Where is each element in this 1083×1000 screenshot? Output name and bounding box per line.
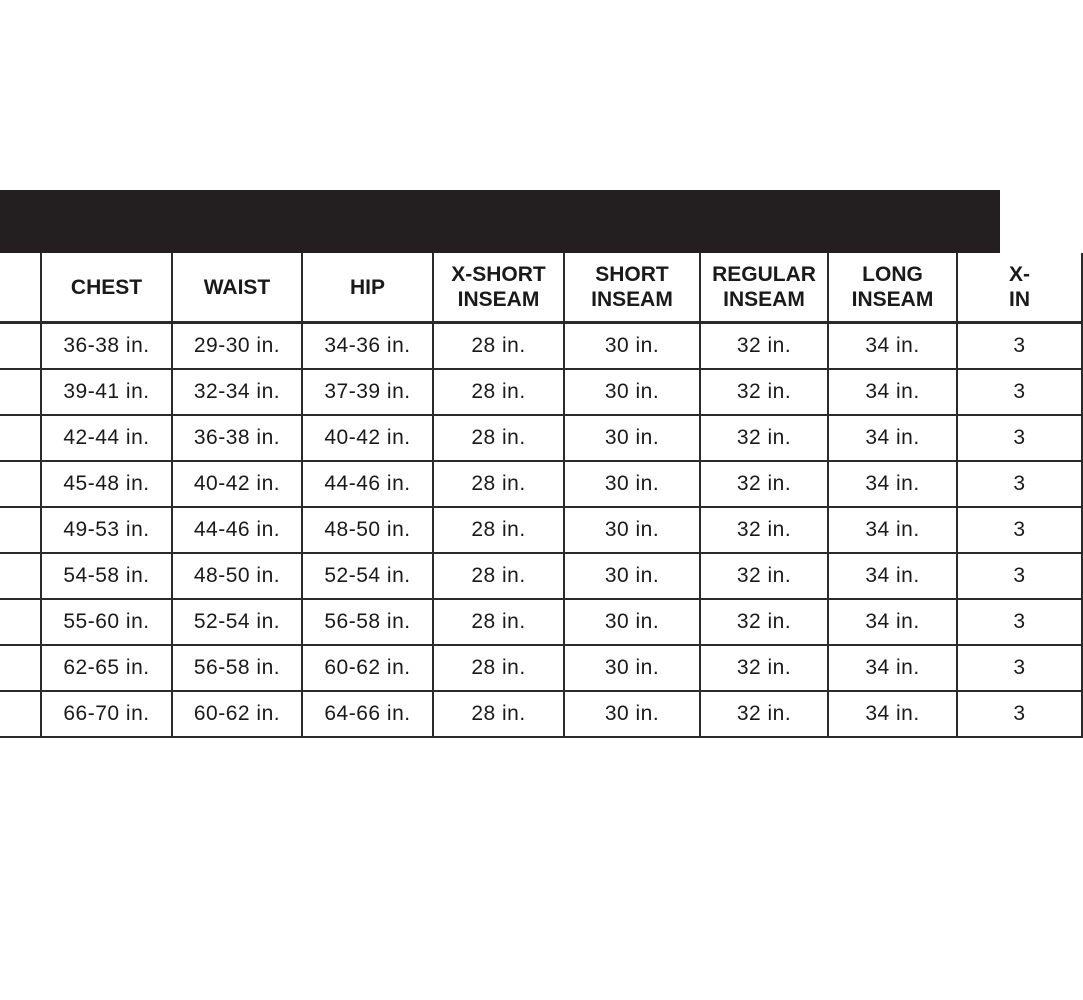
table-cell-regular-inseam: 32 in. xyxy=(700,553,828,599)
table-cell-x-short-inseam: 28 in. xyxy=(433,415,564,461)
table-cell-x-long-inseam: 3 xyxy=(957,645,1082,691)
column-header-line2: INSEAM xyxy=(723,288,805,311)
table-cell-short-inseam: 30 in. xyxy=(564,415,700,461)
table-row xyxy=(0,369,1082,415)
column-header-regular-inseam xyxy=(700,253,828,323)
table-cell-chest: 45-48 in. xyxy=(41,461,172,507)
table-row xyxy=(0,507,1082,553)
table-cell-x-short-inseam: 28 in. xyxy=(433,369,564,415)
column-header-short-inseam xyxy=(564,253,700,323)
table-cell-size xyxy=(0,323,41,370)
table-cell-regular-inseam: 32 in. xyxy=(700,645,828,691)
table-cell-long-inseam: 34 in. xyxy=(828,323,957,370)
table-cell-hip: 60-62 in. xyxy=(302,645,433,691)
column-header-line1: LONG xyxy=(862,263,923,286)
table-cell-x-long-inseam: 3 xyxy=(957,691,1082,737)
column-header-line2: INSEAM xyxy=(851,288,934,311)
table-cell-size xyxy=(0,507,41,553)
table-cell-chest: 42-44 in. xyxy=(41,415,172,461)
table-cell-hip: 34-36 in. xyxy=(302,323,433,370)
table-cell-hip: 56-58 in. xyxy=(302,599,433,645)
table-cell-size xyxy=(0,599,41,645)
table-cell-size xyxy=(0,645,41,691)
column-header-line2: INSEAM xyxy=(457,288,540,311)
column-header-line1: X-SHORT xyxy=(451,263,546,286)
table-cell-x-long-inseam: 3 xyxy=(957,599,1082,645)
table-cell-long-inseam: 34 in. xyxy=(828,369,957,415)
table-cell-hip: 64-66 in. xyxy=(302,691,433,737)
table-cell-x-short-inseam: 28 in. xyxy=(433,461,564,507)
table-header-row xyxy=(0,253,1082,323)
table-cell-short-inseam: 30 in. xyxy=(564,599,700,645)
column-header-line1: X- xyxy=(1009,263,1030,286)
column-header-chest xyxy=(41,253,172,323)
table-cell-waist: 44-46 in. xyxy=(172,507,302,553)
table-cell-regular-inseam: 32 in. xyxy=(700,691,828,737)
table-cell-x-short-inseam: 28 in. xyxy=(433,599,564,645)
table-cell-x-short-inseam: 28 in. xyxy=(433,691,564,737)
table-row xyxy=(0,553,1082,599)
table-cell-regular-inseam: 32 in. xyxy=(700,599,828,645)
table-cell-hip: 48-50 in. xyxy=(302,507,433,553)
column-header-hip xyxy=(302,253,433,323)
table-row xyxy=(0,461,1082,507)
table-cell-waist: 48-50 in. xyxy=(172,553,302,599)
table-cell-long-inseam: 34 in. xyxy=(828,553,957,599)
table-row xyxy=(0,323,1082,370)
table-cell-regular-inseam: 32 in. xyxy=(700,461,828,507)
size-table-container xyxy=(0,253,1030,738)
table-cell-waist: 29-30 in. xyxy=(172,323,302,370)
table-cell-long-inseam: 34 in. xyxy=(828,415,957,461)
table-cell-regular-inseam: 32 in. xyxy=(700,415,828,461)
table-row xyxy=(0,415,1082,461)
column-header-line1: CHEST xyxy=(70,275,143,299)
column-header-line1: WAIST xyxy=(203,275,271,299)
table-cell-short-inseam: 30 in. xyxy=(564,461,700,507)
table-cell-chest: 55-60 in. xyxy=(41,599,172,645)
table-cell-chest: 49-53 in. xyxy=(41,507,172,553)
table-cell-x-long-inseam: 3 xyxy=(957,507,1082,553)
size-table xyxy=(0,253,1083,738)
table-cell-regular-inseam: 32 in. xyxy=(700,323,828,370)
table-cell-long-inseam: 34 in. xyxy=(828,599,957,645)
table-cell-size xyxy=(0,415,41,461)
table-cell-chest: 62-65 in. xyxy=(41,645,172,691)
table-cell-short-inseam: 30 in. xyxy=(564,645,700,691)
table-cell-chest: 39-41 in. xyxy=(41,369,172,415)
table-cell-regular-inseam: 32 in. xyxy=(700,369,828,415)
table-cell-waist: 36-38 in. xyxy=(172,415,302,461)
table-cell-hip: 37-39 in. xyxy=(302,369,433,415)
table-cell-waist: 56-58 in. xyxy=(172,645,302,691)
table-cell-x-short-inseam: 28 in. xyxy=(433,645,564,691)
table-cell-size xyxy=(0,369,41,415)
column-header-line1: HIP xyxy=(349,275,385,299)
table-cell-short-inseam: 30 in. xyxy=(564,323,700,370)
table-cell-short-inseam: 30 in. xyxy=(564,553,700,599)
table-cell-short-inseam: 30 in. xyxy=(564,691,700,737)
column-header-x-short-inseam xyxy=(433,253,564,323)
table-cell-chest: 54-58 in. xyxy=(41,553,172,599)
table-cell-waist: 52-54 in. xyxy=(172,599,302,645)
table-cell-chest: 36-38 in. xyxy=(41,323,172,370)
table-cell-short-inseam: 30 in. xyxy=(564,369,700,415)
column-header-waist xyxy=(172,253,302,323)
table-cell-waist: 40-42 in. xyxy=(172,461,302,507)
column-header-line2: IN xyxy=(1009,288,1030,311)
table-cell-x-short-inseam: 28 in. xyxy=(433,553,564,599)
table-cell-waist: 60-62 in. xyxy=(172,691,302,737)
table-cell-x-short-inseam: 28 in. xyxy=(433,507,564,553)
table-cell-long-inseam: 34 in. xyxy=(828,645,957,691)
table-cell-chest: 66-70 in. xyxy=(41,691,172,737)
table-cell-size xyxy=(0,553,41,599)
table-body xyxy=(0,323,1082,738)
table-cell-x-long-inseam: 3 xyxy=(957,461,1082,507)
table-cell-hip: 44-46 in. xyxy=(302,461,433,507)
column-header-size xyxy=(0,253,41,323)
table-cell-size xyxy=(0,691,41,737)
column-header-long-inseam xyxy=(828,253,957,323)
table-cell-hip: 52-54 in. xyxy=(302,553,433,599)
table-cell-x-long-inseam: 3 xyxy=(957,553,1082,599)
table-cell-long-inseam: 34 in. xyxy=(828,461,957,507)
table-header-bar xyxy=(0,190,1000,253)
table-cell-x-long-inseam: 3 xyxy=(957,323,1082,370)
table-cell-regular-inseam: 32 in. xyxy=(700,507,828,553)
column-header-line2: INSEAM xyxy=(591,288,673,311)
column-header-x-long-inseam xyxy=(957,253,1082,323)
column-header-line1: SHORT xyxy=(595,263,669,286)
table-cell-short-inseam: 30 in. xyxy=(564,507,700,553)
table-cell-long-inseam: 34 in. xyxy=(828,507,957,553)
table-cell-x-long-inseam: 3 xyxy=(957,369,1082,415)
table-cell-hip: 40-42 in. xyxy=(302,415,433,461)
table-cell-x-long-inseam: 3 xyxy=(957,415,1082,461)
column-header-line1: REGULAR xyxy=(712,263,816,286)
table-cell-size xyxy=(0,461,41,507)
table-row xyxy=(0,599,1082,645)
table-cell-long-inseam: 34 in. xyxy=(828,691,957,737)
table-cell-waist: 32-34 in. xyxy=(172,369,302,415)
table-row xyxy=(0,691,1082,737)
table-row xyxy=(0,645,1082,691)
table-cell-x-short-inseam: 28 in. xyxy=(433,323,564,370)
